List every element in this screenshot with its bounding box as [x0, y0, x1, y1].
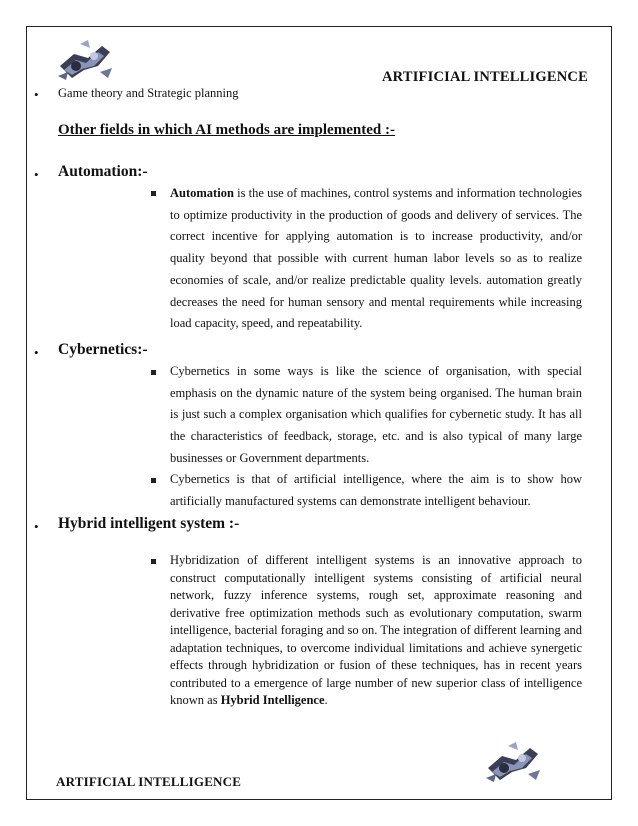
intro-list-item: Game theory and Strategic planning: [58, 86, 239, 100]
bullet-dot-icon: •: [34, 87, 39, 102]
bullet-dot-icon: •: [34, 519, 39, 534]
field-heading-hybrid: Hybrid intelligent system :-: [58, 515, 240, 532]
cybernetics-paragraph-2: Cybernetics is that of artificial intelligence, where the aim is to show how artificially manufactured systems can demonstrate intelligent behaviour.: [170, 472, 582, 508]
square-bullet-icon: [151, 191, 156, 196]
robot-hand-logo-icon: [482, 738, 544, 788]
header-title: ARTIFICIAL INTELLIGENCE: [382, 69, 588, 85]
hybrid-bold-term: Hybrid Intelligence: [220, 693, 325, 707]
field-heading-cybernetics: Cybernetics:-: [58, 341, 148, 358]
square-bullet-icon: [151, 559, 156, 564]
footer-title: ARTIFICIAL INTELLIGENCE: [56, 774, 242, 789]
robot-hand-logo-icon: [54, 36, 116, 86]
automation-lead-term: Automation: [170, 186, 234, 200]
square-bullet-icon: [151, 478, 156, 483]
section-heading: Other fields in which AI methods are implemented :-: [58, 122, 395, 138]
hybrid-tail: .: [324, 693, 328, 707]
hybrid-paragraph: [170, 552, 582, 710]
automation-text: is the use of machines, control systems and information technologies to optimize productivity in the production of goods and delivery of services. The correct incentive for applying automation is to increase productivity, and/or quality beyond that possible with current human labor levels so as to realize economies of scale, and/or realize predictable quality levels. automation greatly decreases the need for human sensory and mental requirements while increasing load capacity, speed, and repeatability.: [170, 186, 582, 331]
bullet-dot-icon: •: [34, 167, 39, 182]
bullet-dot-icon: •: [34, 345, 39, 360]
field-heading-automation: Automation:-: [58, 163, 148, 180]
square-bullet-icon: [151, 370, 156, 375]
cybernetics-paragraph-1: Cybernetics in some ways is like the science of organisation, with special emphasis on the dynamic nature of the system being organised. The human brain is just such a complex organisation which qualifies for cybernetic study. It has all the characteristics of feedback, storage, etc. and is also typical of many large businesses or Government departments.: [170, 364, 582, 465]
automation-paragraph: [170, 183, 582, 335]
hybrid-text: Hybridization of different intelligent systems is an innovative approach to construct computationally intelligent systems consisting of artificial neural network, fuzzy inference systems, rough set, approximate reasoning and derivative free optimization methods such as evolutionary computation, swarm intelligence, bacterial foraging and so on. The integration of different learning and adaptation techniques, to overcome individual limitations and achieve synergetic effects through hybridization or fusion of these techniques, has in recent years contributed to a emergence of large number of new superior class of intelligence known as: [170, 553, 582, 707]
